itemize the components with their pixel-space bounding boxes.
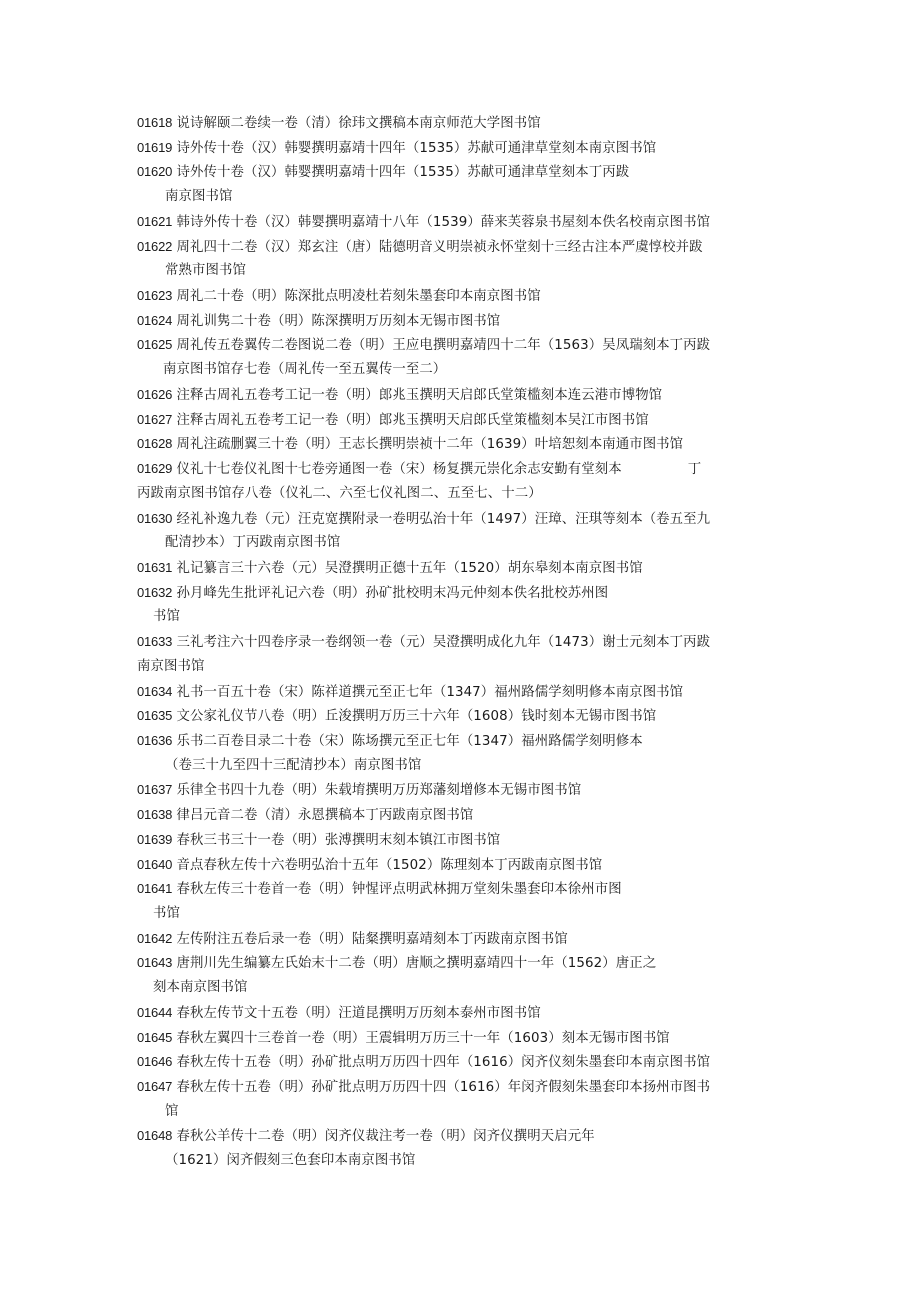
entry-text: 礼记纂言三十六卷（元）吴澄撰明正德十五年（1520）胡东皋刻本南京图书馆 xyxy=(176,560,643,576)
entry-continuation: 常熟市图书馆 xyxy=(165,263,246,279)
catalog-entry xyxy=(137,1050,797,1075)
entry-number: 01622 xyxy=(137,238,173,254)
entry-number: 01643 xyxy=(137,955,173,971)
catalog-entry xyxy=(137,235,797,260)
entry-text: 春秋左传三十卷首一卷（明）钟惺评点明武林拥万堂刻朱墨套印本徐州市图 xyxy=(176,882,622,898)
entry-text: 礼书一百五十卷（宋）陈祥道撰元至正七年（1347）福州路儒学刻明修本南京图书馆 xyxy=(176,684,684,700)
entry-number: 01624 xyxy=(137,312,173,328)
entry-continuation: 书馆 xyxy=(153,906,180,921)
entry-number: 01638 xyxy=(137,807,173,823)
entry-text: 乐律全书四十九卷（明）朱载堉撰明万历郑藩刻增修本无锡市图书馆 xyxy=(176,783,582,799)
entry-number: 01623 xyxy=(137,288,173,304)
entry-number: 01647 xyxy=(137,1079,173,1095)
entry-continuation: （1621）闵齐假刻三色套印本南京图书馆 xyxy=(165,1153,416,1169)
catalog-entry xyxy=(137,111,797,136)
entry-number: 01627 xyxy=(137,411,173,427)
entry-number: 01633 xyxy=(137,634,173,650)
entry-number: 01631 xyxy=(137,559,173,575)
catalog-entry xyxy=(137,803,797,828)
catalog-entry xyxy=(137,1001,797,1026)
entry-number: 01639 xyxy=(137,831,173,847)
catalog-entry xyxy=(137,556,797,581)
catalog-entry xyxy=(137,581,797,606)
catalog-entry xyxy=(137,1026,797,1051)
entry-text: 律吕元音二卷（清）永恩撰稿本丁丙跋南京图书馆 xyxy=(176,808,474,824)
entry-continuation: 书馆 xyxy=(153,609,180,625)
entry-text: 诗外传十卷（汉）韩婴撰明嘉靖十四年（1535）苏献可通津草堂刻本南京图书馆 xyxy=(176,140,657,156)
entry-text: 三礼考注六十四卷序录一卷纲领一卷（元）吴澄撰明成化九年（1473）谢士元刻本丁丙跋 xyxy=(176,635,711,651)
entry-text: 春秋公羊传十二卷（明）闵齐仪裁注考一卷（明）闵齐仪撰明天启元年 xyxy=(176,1129,595,1145)
catalog-entry xyxy=(137,828,797,853)
catalog-entry xyxy=(137,284,797,309)
entry-text: 诗外传十卷（汉）韩婴撰明嘉靖十四年（1535）苏献可通津草堂刻本丁丙跋 xyxy=(176,165,630,181)
entry-number: 01628 xyxy=(137,436,173,452)
entry-text: 注释古周礼五卷考工记一卷（明）郎兆玉撰明天启郎氏堂策槛刻本连云港市博物馆 xyxy=(176,387,663,403)
entry-text: 经礼补逸九卷（元）汪克宽撰附录一卷明弘治十年（1497）汪璋、汪琪等刻本（卷五至九 xyxy=(176,511,711,527)
catalog-entry xyxy=(137,877,797,902)
entry-text: 周礼注疏删翼三十卷（明）王志长撰明崇祯十二年（1639）叶培恕刻本南通市图书馆 xyxy=(176,437,684,453)
entry-text: 孙月峰先生批评礼记六卷（明）孙矿批校明末冯元仲刻本佚名批校苏州图 xyxy=(176,585,609,601)
entry-continuation: 南京图书馆存七卷（周礼传一至五翼传一至二） xyxy=(163,362,447,378)
entry-continuation: 配清抄本）丁丙跋南京图书馆 xyxy=(165,535,341,551)
entry-text: 左传附注五卷后录一卷（明）陆粲撰明嘉靖刻本丁丙跋南京图书馆 xyxy=(176,931,568,947)
entry-text: 春秋左传节文十五卷（明）汪道昆撰明万历刻本泰州市图书馆 xyxy=(176,1005,541,1021)
entry-number: 01621 xyxy=(137,213,173,229)
catalog-entry xyxy=(137,630,797,655)
entry-text: 注释古周礼五卷考工记一卷（明）郎兆玉撰明天启郎氏堂策槛刻本吴江市图书馆 xyxy=(176,412,649,428)
entry-text: 周礼二十卷（明）陈深批点明凌杜若刻朱墨套印本南京图书馆 xyxy=(176,289,541,305)
catalog-entry xyxy=(137,309,797,334)
entry-continuation: 丙跋南京图书馆存八卷（仪礼二、六至七仪礼图二、五至七、十二） xyxy=(137,485,542,501)
catalog-entry xyxy=(137,210,797,235)
catalog-entry xyxy=(137,1124,797,1149)
catalog-entry xyxy=(137,333,797,358)
entry-text: 唐荆川先生编纂左氏始末十二卷（明）唐顺之撰明嘉靖四十一年（1562）唐正之 xyxy=(176,956,657,972)
catalog-entry xyxy=(137,408,797,433)
entry-number: 01626 xyxy=(137,386,173,402)
entry-text: 春秋左翼四十三卷首一卷（明）王震辑明万历三十一年（1603）刻本无锡市图书馆 xyxy=(176,1030,670,1046)
entry-number: 01648 xyxy=(137,1128,173,1144)
entry-number: 01630 xyxy=(137,510,173,526)
entry-number: 01625 xyxy=(137,337,173,353)
entry-text: 音点春秋左传十六卷明弘治十五年（1502）陈理刻本丁丙跋南京图书馆 xyxy=(176,857,603,873)
catalog-entry xyxy=(137,853,797,878)
entry-number: 01646 xyxy=(137,1054,173,1070)
entry-text: 春秋左传十五卷（明）孙矿批点明万历四十四（1616）年闵齐假刻朱墨套印本扬州市图书 xyxy=(176,1080,711,1096)
catalog-entry xyxy=(137,951,797,976)
entry-text: 周礼训隽二十卷（明）陈深撰明万历刻本无锡市图书馆 xyxy=(176,313,501,329)
entry-number: 01618 xyxy=(137,115,173,130)
entry-continuation: 馆 xyxy=(165,1103,179,1119)
catalog-entry xyxy=(137,160,797,185)
entry-trailing-char: 丁 xyxy=(687,462,702,478)
entry-text: 春秋左传十五卷（明）孙矿批点明万历四十四年（1616）闵齐仪刻朱墨套印本南京图书馆 xyxy=(176,1055,711,1071)
entry-number: 01634 xyxy=(137,683,173,699)
catalog-entry xyxy=(137,927,797,952)
entry-continuation: 南京图书馆 xyxy=(165,189,233,205)
entry-number: 01640 xyxy=(137,856,173,872)
entry-number: 01632 xyxy=(137,584,173,600)
entry-text: 说诗解颐二卷续一卷（清）徐玮文撰稿本南京师范大学图书馆 xyxy=(176,116,541,131)
entry-text: 文公家礼仪节八卷（明）丘浚撰明万历三十六年（1608）钱时刻本无锡市图书馆 xyxy=(176,709,657,725)
catalog-entry xyxy=(137,136,797,161)
entry-text: 周礼传五卷翼传二卷图说二卷（明）王应电撰明嘉靖四十二年（1563）吴凤瑞刻本丁丙跋 xyxy=(176,338,711,354)
catalog-entry xyxy=(137,457,797,482)
entry-number: 01645 xyxy=(137,1029,173,1045)
entry-continuation: 刻本南京图书馆 xyxy=(153,980,248,996)
entry-text: 仪礼十七卷仪礼图十七卷旁通图一卷（宋）杨复撰元崇化余志安勤有堂刻本 xyxy=(176,462,622,478)
catalog-entry xyxy=(137,729,797,754)
entry-number: 01642 xyxy=(137,930,173,946)
entry-text: 乐书二百卷目录二十卷（宋）陈场撰元至正七年（1347）福州路儒学刻明修本 xyxy=(176,733,643,749)
catalog-entry xyxy=(137,507,797,532)
catalog-entry xyxy=(137,432,797,457)
entry-number: 01619 xyxy=(137,139,173,155)
catalog-entry-list xyxy=(137,111,797,1174)
entry-number: 01636 xyxy=(137,732,173,748)
catalog-entry xyxy=(137,680,797,705)
catalog-entry xyxy=(137,704,797,729)
entry-text: 春秋三书三十一卷（明）张溥撰明末刻本镇江市图书馆 xyxy=(176,832,501,848)
catalog-entry xyxy=(137,778,797,803)
entry-number: 01620 xyxy=(137,164,173,180)
entry-text: 周礼四十二卷（汉）郑玄注（唐）陆德明音义明崇祯永怀堂刻十三经古注本严虞惇校并跋 xyxy=(176,239,703,255)
entry-number: 01637 xyxy=(137,782,173,798)
entry-continuation: （卷三十九至四十三配清抄本）南京图书馆 xyxy=(165,757,422,773)
entry-number: 01629 xyxy=(137,461,173,477)
entry-number: 01641 xyxy=(137,881,173,897)
entry-continuation: 南京图书馆 xyxy=(137,658,205,674)
entry-number: 01644 xyxy=(137,1004,173,1020)
catalog-entry xyxy=(137,1075,797,1100)
entry-number: 01635 xyxy=(137,708,173,724)
catalog-entry xyxy=(137,383,797,408)
entry-text: 韩诗外传十卷（汉）韩婴撰明嘉靖十八年（1539）薛来芙蓉泉书屋刻本佚名校南京图书馆 xyxy=(176,214,711,230)
